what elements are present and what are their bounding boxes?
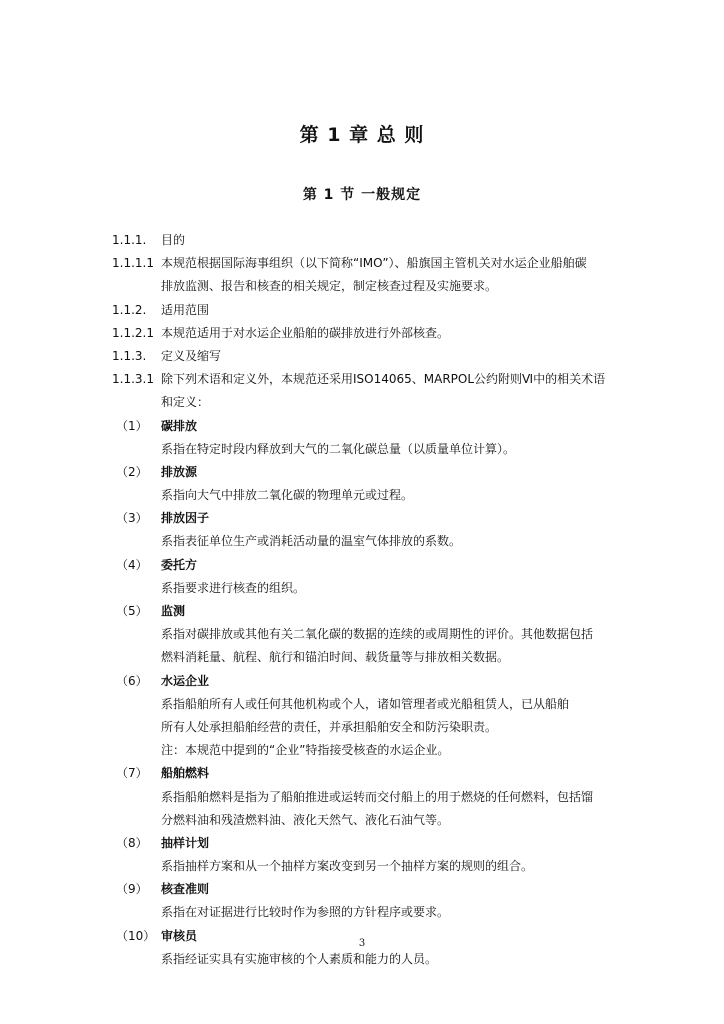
term-heading: 船舶燃料	[161, 766, 210, 781]
clause-text: 系指经证实具有实施审核的个人素质和能力的人员。	[161, 951, 438, 966]
term-heading: 排放因子	[161, 511, 210, 526]
clause-text: 和定义：	[161, 395, 210, 410]
clause-line	[0, 670, 724, 693]
clause-text: 目的	[161, 233, 186, 247]
clause-number: 1.1.3.	[112, 348, 147, 363]
section-title: 第 1 节 一般规定	[302, 187, 422, 203]
clause-line	[0, 345, 724, 368]
clause-line	[0, 275, 724, 298]
clause-text: 所有人处承担船舶经营的责任，并承担船舶安全和防污染职责。	[161, 719, 498, 734]
term-heading: 核查准则	[161, 882, 210, 897]
clause-text: 分燃料油和残渣燃料油、液化天然气、液化石油气等。	[161, 812, 450, 827]
clause-text: 燃料消耗量、航程、航行和锚泊时间、载货量等与排放相关数据。	[161, 650, 510, 665]
term-heading: 抽样计划	[161, 835, 210, 850]
clause-text: 系指船舶燃料是指为了船舶推进或运转而交付船上的用于燃烧的任何燃料，包括馏	[161, 789, 594, 804]
clause-line	[0, 948, 724, 971]
clause-number: （8）	[116, 835, 148, 850]
clause-text: 系指在特定时段内释放到大气的二氧化碳总量（以质量单位计算）。	[161, 441, 516, 456]
clause-line	[0, 507, 724, 530]
clause-line	[0, 878, 724, 901]
term-heading: 监测	[161, 604, 186, 618]
clause-number: 1.1.1.	[112, 233, 147, 247]
clause-text: 本规范适用于对水运企业船舶的碳排放进行外部核查。	[161, 325, 450, 340]
clause-number: 1.1.1.1	[112, 256, 154, 271]
clause-line	[0, 577, 724, 600]
clause-line	[0, 368, 724, 391]
clause-line	[0, 438, 724, 461]
term-heading: 审核员	[161, 928, 198, 943]
clause-text: 排放监测、报告和核查的相关规定，制定核查过程及实施要求。	[161, 279, 498, 294]
clause-line	[0, 693, 724, 716]
clause-line	[0, 832, 724, 855]
clause-text: 系指向大气中排放二氧化碳的物理单元或过程。	[161, 488, 414, 503]
clause-line	[0, 762, 724, 785]
clause-text: 系指船舶所有人或任何其他机构或个人，诸如管理者或光船租赁人，已从船舶	[161, 696, 570, 711]
document-body	[0, 229, 724, 971]
clause-line	[0, 623, 724, 646]
clause-line	[0, 530, 724, 553]
clause-text: 本规范根据国际海事组织（以下简称“IMO”）、船旗国主管机关对水运企业船舶碳	[161, 256, 587, 271]
clause-number: 1.1.3.1	[112, 372, 154, 387]
term-heading: 排放源	[161, 464, 198, 479]
clause-line	[0, 809, 724, 832]
clause-line	[0, 716, 724, 739]
clause-line	[0, 299, 724, 322]
clause-text: 系指要求进行核查的组织。	[161, 580, 306, 595]
clause-text: 注：本规范中提到的“企业”特指接受核查的水运企业。	[161, 743, 450, 758]
term-heading: 水运企业	[161, 673, 210, 688]
clause-line	[0, 229, 724, 252]
clause-number: （1）	[116, 418, 148, 433]
clause-text: 定义及缩写	[161, 348, 222, 363]
clause-line	[0, 786, 724, 809]
clause-line	[0, 391, 724, 414]
term-heading: 委托方	[161, 557, 198, 572]
clause-number: （3）	[116, 511, 148, 526]
clause-line	[0, 855, 724, 878]
clause-number: （4）	[116, 557, 148, 572]
clause-number: （6）	[116, 673, 148, 688]
chapter-title: 第 1 章 总 则	[299, 124, 425, 146]
clause-line	[0, 739, 724, 762]
clause-line	[0, 901, 724, 924]
clause-number: （7）	[116, 766, 148, 781]
term-heading: 碳排放	[161, 418, 198, 433]
clause-line	[0, 461, 724, 484]
clause-line	[0, 484, 724, 507]
clause-line	[0, 322, 724, 345]
clause-line	[0, 252, 724, 275]
clause-text: 适用范围	[161, 302, 210, 317]
clause-line	[0, 415, 724, 438]
clause-number: （10）	[116, 928, 156, 943]
clause-text: 系指表征单位生产或消耗活动量的温室气体排放的系数。	[161, 534, 462, 549]
clause-number: （9）	[116, 882, 148, 897]
clause-text: 系指在对证据进行比较时作为参照的方针程序或要求。	[161, 905, 450, 920]
page-number: 3	[358, 938, 366, 949]
clause-number: 1.1.2.1	[112, 325, 154, 340]
clause-text: 系指抽样方案和从一个抽样方案改变到另一个抽样方案的规则的组合。	[161, 859, 534, 874]
clause-number: 1.1.2.	[112, 302, 147, 317]
clause-line	[0, 600, 724, 623]
clause-line	[0, 554, 724, 577]
clause-text: 系指对碳排放或其他有关二氧化碳的数据的连续的或周期性的评价。其他数据包括	[161, 627, 594, 642]
clause-text: 除下列术语和定义外，本规范还采用ISO14065、MARPOL公约附则Ⅵ中的相关术语	[161, 372, 606, 387]
clause-number: （5）	[116, 604, 148, 618]
clause-line	[0, 646, 724, 669]
clause-number: （2）	[116, 464, 148, 479]
